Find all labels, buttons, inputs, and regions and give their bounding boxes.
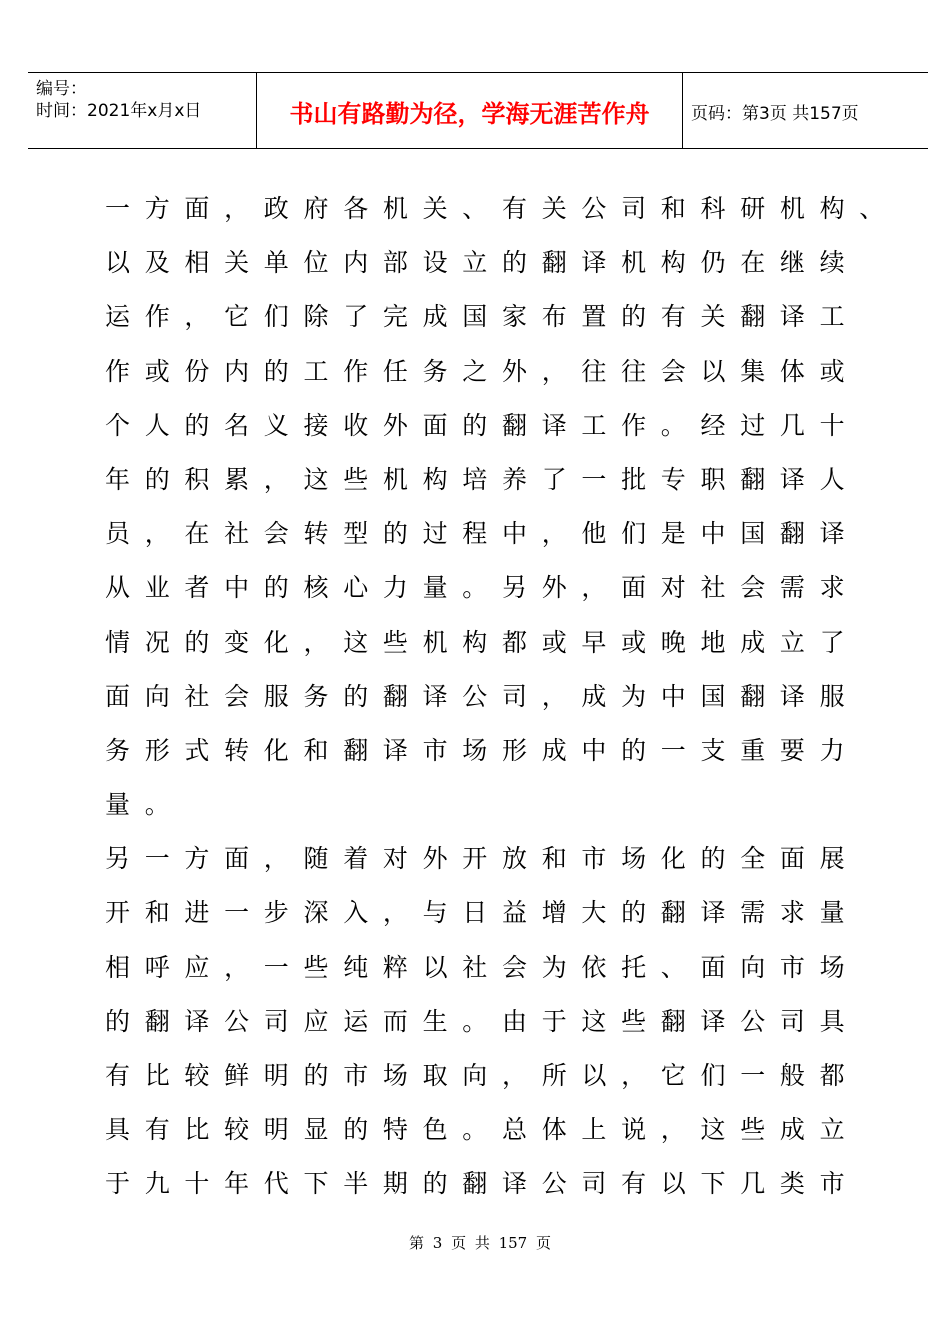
text-line: 具有比较明显的特色。总体上说，这些成立 — [105, 1115, 860, 1145]
text-line: 以及相关单位内部设立的翻译机构仍在继续 — [105, 248, 860, 278]
text-line: 个人的名义接收外面的翻译工作。经过几十 — [105, 410, 860, 440]
header-page-cell — [683, 73, 928, 149]
text-line: 的翻译公司应运而生。由于这些翻译公司具 — [105, 1006, 860, 1036]
text-line: 务形式转化和翻译市场形成中的一支重要力 — [105, 735, 860, 765]
text-line: 开和进一步深入，与日益增大的翻译需求量 — [105, 898, 860, 928]
text-line: 年的积累，这些机构培养了一批专职翻译人 — [105, 464, 860, 494]
text-line: 另一方面，随着对外开放和市场化的全面展 — [105, 844, 860, 874]
document-body — [105, 182, 900, 1212]
text-line: 相呼应，一些纯粹以社会为依托、面向市场 — [105, 952, 860, 982]
text-line: 一方面，政府各机关、有关公司和科研机构、 — [105, 194, 900, 223]
serial-number-label: 编号： — [36, 79, 87, 99]
text-line: 面向社会服务的翻译公司，成为中国翻译服 — [105, 681, 860, 711]
text-line: 从业者中的核心力量。另外，面对社会需求 — [105, 573, 860, 603]
text-line: 情况的变化，这些机构都或早或晚地成立了 — [105, 627, 860, 657]
time-label: 时间：2021年x月x日 — [36, 101, 202, 121]
text-line: 运作，它们除了完成国家布置的有关翻译工 — [105, 302, 860, 332]
footer-page-number: 第 3 页 共 157 页 — [408, 1234, 551, 1252]
page-header — [28, 72, 928, 149]
header-meta-cell — [28, 73, 257, 149]
page-footer — [0, 1232, 950, 1253]
header-motto: 书山有路勤为径，学海无涯苦作舟 — [289, 99, 650, 128]
text-line: 有比较鲜明的市场取向，所以，它们一般都 — [105, 1061, 860, 1090]
text-line: 于九十年代下半期的翻译公司有以下几类市 — [105, 1169, 860, 1199]
header-page-info: 页码：第3页 共157页 — [691, 103, 859, 124]
header-motto-cell — [257, 73, 683, 149]
text-line: 员，在社会转型的过程中，他们是中国翻译 — [105, 519, 860, 549]
text-line: 量。 — [105, 790, 185, 820]
text-line: 作或份内的工作任务之外，往往会以集体或 — [105, 356, 860, 386]
